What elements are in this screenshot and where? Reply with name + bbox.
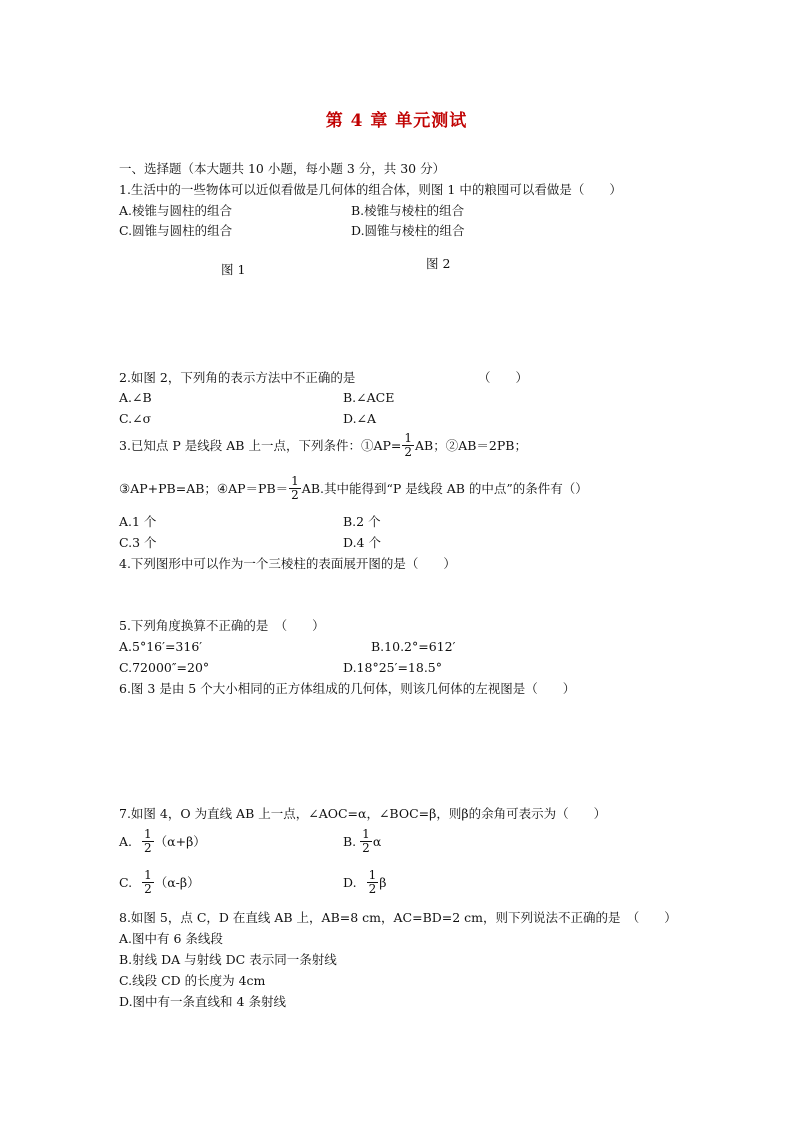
fraction-half: $\frac{1}{2}$: [362, 827, 370, 855]
question-1-option-d: D.圆锥与棱柱的组合: [351, 223, 465, 238]
question-4-stem: 4.下列图形中可以作为一个三棱柱的表面展开图的是（ ）: [119, 556, 456, 571]
question-2-option-a: A.∠B: [119, 390, 152, 405]
question-5-option-a: A.5°16′=316′: [119, 639, 203, 654]
page-title: 第 4 章 单元测试: [325, 111, 468, 131]
question-8-option-d: D.图中有一条直线和 4 条射线: [119, 994, 286, 1009]
fraction-half: $\frac{1}{2}$: [144, 868, 152, 896]
question-3-option-c: C.3 个: [119, 535, 157, 550]
fraction-half: $\frac{1}{2}$: [368, 868, 377, 896]
figure-2-caption: 图 2: [426, 256, 451, 271]
question-3-option-a: A.1 个: [119, 514, 157, 529]
question-1-stem: 1.生活中的一些物体可以近似看做是几何体的组合体，则图 1 中的粮囤可以看做是（ ）: [119, 182, 622, 197]
question-3-text-1a: 3.已知点 P 是线段 AB 上一点，下列条件：①AP=: [119, 437, 402, 453]
question-7-option-a: A. $\frac{1}{2}$ （α+β）: [119, 827, 206, 855]
question-2-option-d: D.∠A: [343, 411, 377, 426]
question-8-option-c: C.线段 CD 的长度为 4cm: [119, 973, 266, 988]
question-3-text-1b: AB；②AB＝2PB；: [415, 437, 527, 453]
question-2-stem: 2.如图 2，下列角的表示方法中不正确的是: [119, 370, 356, 385]
question-7-option-d: D. $\frac{1}{2}$ β: [343, 868, 387, 896]
question-8-option-b: B.射线 DA 与射线 DC 表示同一条射线: [119, 952, 337, 967]
question-7-option-b: B. $\frac{1}{2}$ α: [343, 827, 382, 855]
question-2-option-b: B.∠ACE: [343, 390, 395, 405]
section-heading: 一、选择题（本大题共 10 小题，每小题 3 分，共 30 分）: [119, 161, 446, 176]
question-3-option-b: B.2 个: [343, 514, 381, 529]
fraction-half: $\frac{1}{2}$: [144, 827, 152, 855]
question-3-text-2b: AB.其中能得到“P 是线段 AB 的中点”的条件有（）: [301, 480, 588, 496]
question-8-stem: 8.如图 5，点 C，D 在直线 AB 上，AB=8 cm，AC=BD=2 cm，则下列说法不正确的是 （ ）: [119, 910, 677, 925]
question-1-option-a: A.棱锥与圆柱的组合: [119, 203, 233, 218]
question-3-line-2: [119, 475, 588, 502]
question-1-option-b: B.棱锥与棱柱的组合: [351, 203, 465, 218]
question-6-stem: 6.图 3 是由 5 个大小相同的正方体组成的几何体，则该几何体的左视图是（ ）: [119, 681, 576, 696]
question-5-option-b: B.10.2°=612′: [371, 639, 456, 654]
question-1-option-c: C.圆锥与圆柱的组合: [119, 223, 233, 238]
question-3-text-2a: ③AP+PB=AB；④AP＝PB＝: [119, 480, 289, 496]
question-3-line-1: [119, 432, 527, 459]
question-8-option-a: A.图中有 6 条线段: [119, 931, 223, 946]
question-5-option-d: D.18°25′=18.5°: [343, 660, 443, 675]
question-7-stem: 7.如图 4，O 为直线 AB 上一点，∠AOC=α，∠BOC=β，则β的余角可表示为（ ）: [119, 806, 607, 821]
fraction-half: $\frac{1}{2}$: [291, 474, 299, 502]
figure-1-caption: 图 1: [221, 262, 246, 277]
question-7-option-c: C. $\frac{1}{2}$ （α-β）: [119, 868, 200, 896]
fraction-half: $\frac{1}{2}$: [404, 431, 412, 459]
question-2-option-c: C.∠σ: [119, 411, 152, 426]
question-3-option-d: D.4 个: [343, 535, 381, 550]
question-5-stem: 5.下列角度换算不正确的是 （ ）: [119, 618, 325, 633]
question-5-option-c: C.72000″=20°: [119, 660, 210, 675]
question-2-answer-blank: （ ）: [478, 370, 529, 385]
